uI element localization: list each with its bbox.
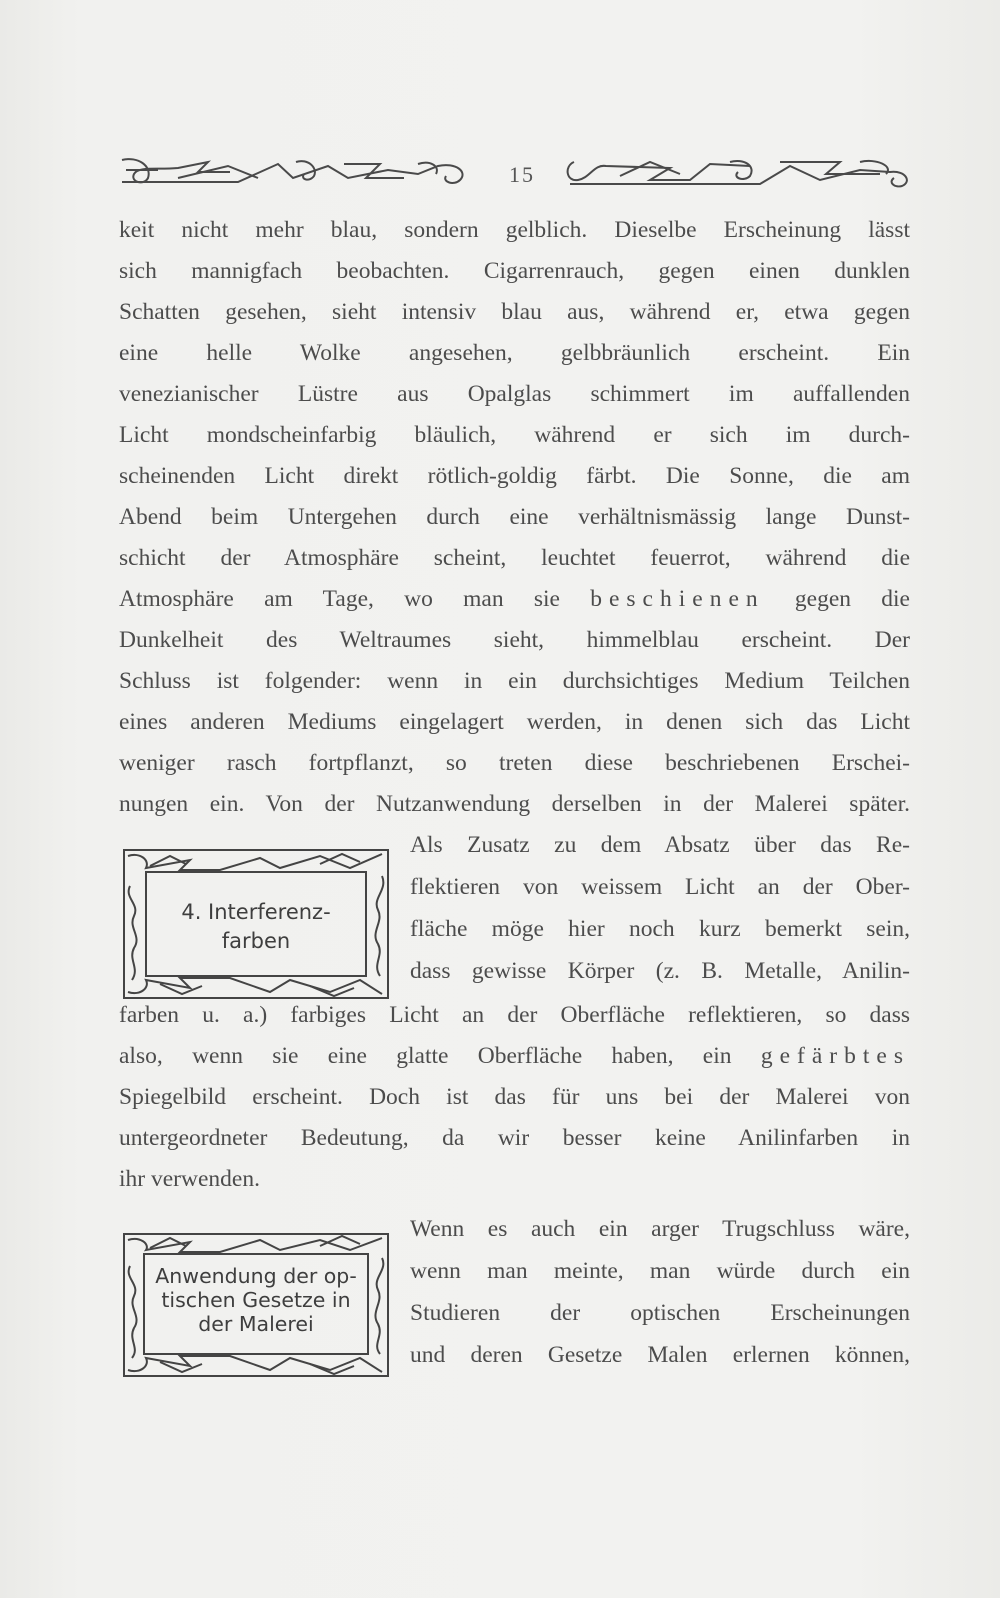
heading-line: farben xyxy=(221,929,291,953)
body-line: eines anderen Mediums eingelagert werden, in denen sich das Licht xyxy=(119,709,910,735)
body-line: Schatten gesehen, sieht intensiv blau aus, während er, etwa gegen xyxy=(119,299,910,325)
body-line: Licht mondscheinfarbig bläulich, während er sich im durch- xyxy=(119,422,910,448)
body-line-emphasis xyxy=(119,1041,910,1071)
body-line: Schluss ist folgender: wenn in ein durchsichtiges Medium Teilchen xyxy=(119,668,910,694)
body-line: Abend beim Untergehen durch eine verhältnismässig lange Dunst- xyxy=(119,504,910,530)
body-line: nungen ein. Von der Nutzanwendung derselben in der Malerei später. xyxy=(119,791,910,817)
body-line: schicht der Atmosphäre scheint, leuchtet feuerrot, während die xyxy=(119,545,910,571)
header-ornament-right xyxy=(560,152,920,192)
body-line: venezianischer Lüstre aus Opalglas schimmert im auffallenden xyxy=(119,381,910,407)
body-line: sich mannigfach beobachten. Cigarrenrauch, gegen einen dunklen xyxy=(119,258,910,284)
body-line: Wenn es auch ein arger Trugschluss wäre, xyxy=(410,1216,910,1242)
body-line: eine helle Wolke angesehen, gelbbräunlich erscheint. Ein xyxy=(119,340,910,366)
spaced-emphasis-word: gefärbtes xyxy=(760,1043,910,1069)
body-line: flektieren von weissem Licht an der Ober- xyxy=(410,874,910,900)
line-text-before: also, wenn sie eine glatte Oberfläche haben, ein xyxy=(119,1043,761,1069)
body-line: Studieren der optischen Erscheinungen xyxy=(410,1300,910,1326)
heading-line: 4. Interferenz- xyxy=(181,900,331,924)
heading-line: Anwendung der op- xyxy=(155,1264,357,1288)
section-heading-box xyxy=(120,846,392,1002)
body-line: Als Zusatz zu dem Absatz über das Re- xyxy=(410,832,910,858)
body-line: farben u. a.) farbiges Licht an der Oberfläche reflektieren, so dass xyxy=(119,1002,910,1028)
page-header xyxy=(118,152,918,198)
header-ornament-left xyxy=(118,152,478,192)
body-line: ihr verwenden. xyxy=(119,1166,260,1192)
section-heading-box xyxy=(120,1230,392,1380)
body-line-emphasis xyxy=(119,584,910,614)
body-line: fläche möge hier noch kurz bemerkt sein, xyxy=(410,916,910,942)
section-heading xyxy=(150,898,362,956)
page-number: 15 xyxy=(509,162,535,187)
body-line: untergeordneter Bedeutung, da wir besser keine Anilinfarben in xyxy=(119,1125,910,1151)
body-line: weniger rasch fortpflanzt, so treten diese beschriebenen Erschei- xyxy=(119,750,910,776)
section-heading xyxy=(150,1264,362,1336)
body-line: dass gewisse Körper (z. B. Metalle, Anilin- xyxy=(410,958,910,984)
body-line: wenn man meinte, man würde durch ein xyxy=(410,1258,910,1284)
body-line: scheinenden Licht direkt rötlich-goldig färbt. Die Sonne, die am xyxy=(119,463,910,489)
line-text-after: gegen die xyxy=(764,586,910,612)
line-text-before: Atmosphäre am Tage, wo man sie xyxy=(119,586,591,612)
body-line: keit nicht mehr blau, sondern gelblich. Dieselbe Erscheinung lässt xyxy=(119,217,910,243)
body-line: und deren Gesetze Malen erlernen können, xyxy=(410,1342,910,1368)
heading-line: tischen Gesetze in xyxy=(161,1288,351,1312)
body-line: Spiegelbild erscheint. Doch ist das für uns bei der Malerei von xyxy=(119,1084,910,1110)
body-line: Dunkelheit des Weltraumes sieht, himmelblau erscheint. Der xyxy=(119,627,910,653)
heading-line: der Malerei xyxy=(198,1312,314,1336)
spaced-emphasis-word: beschienen xyxy=(590,586,765,612)
